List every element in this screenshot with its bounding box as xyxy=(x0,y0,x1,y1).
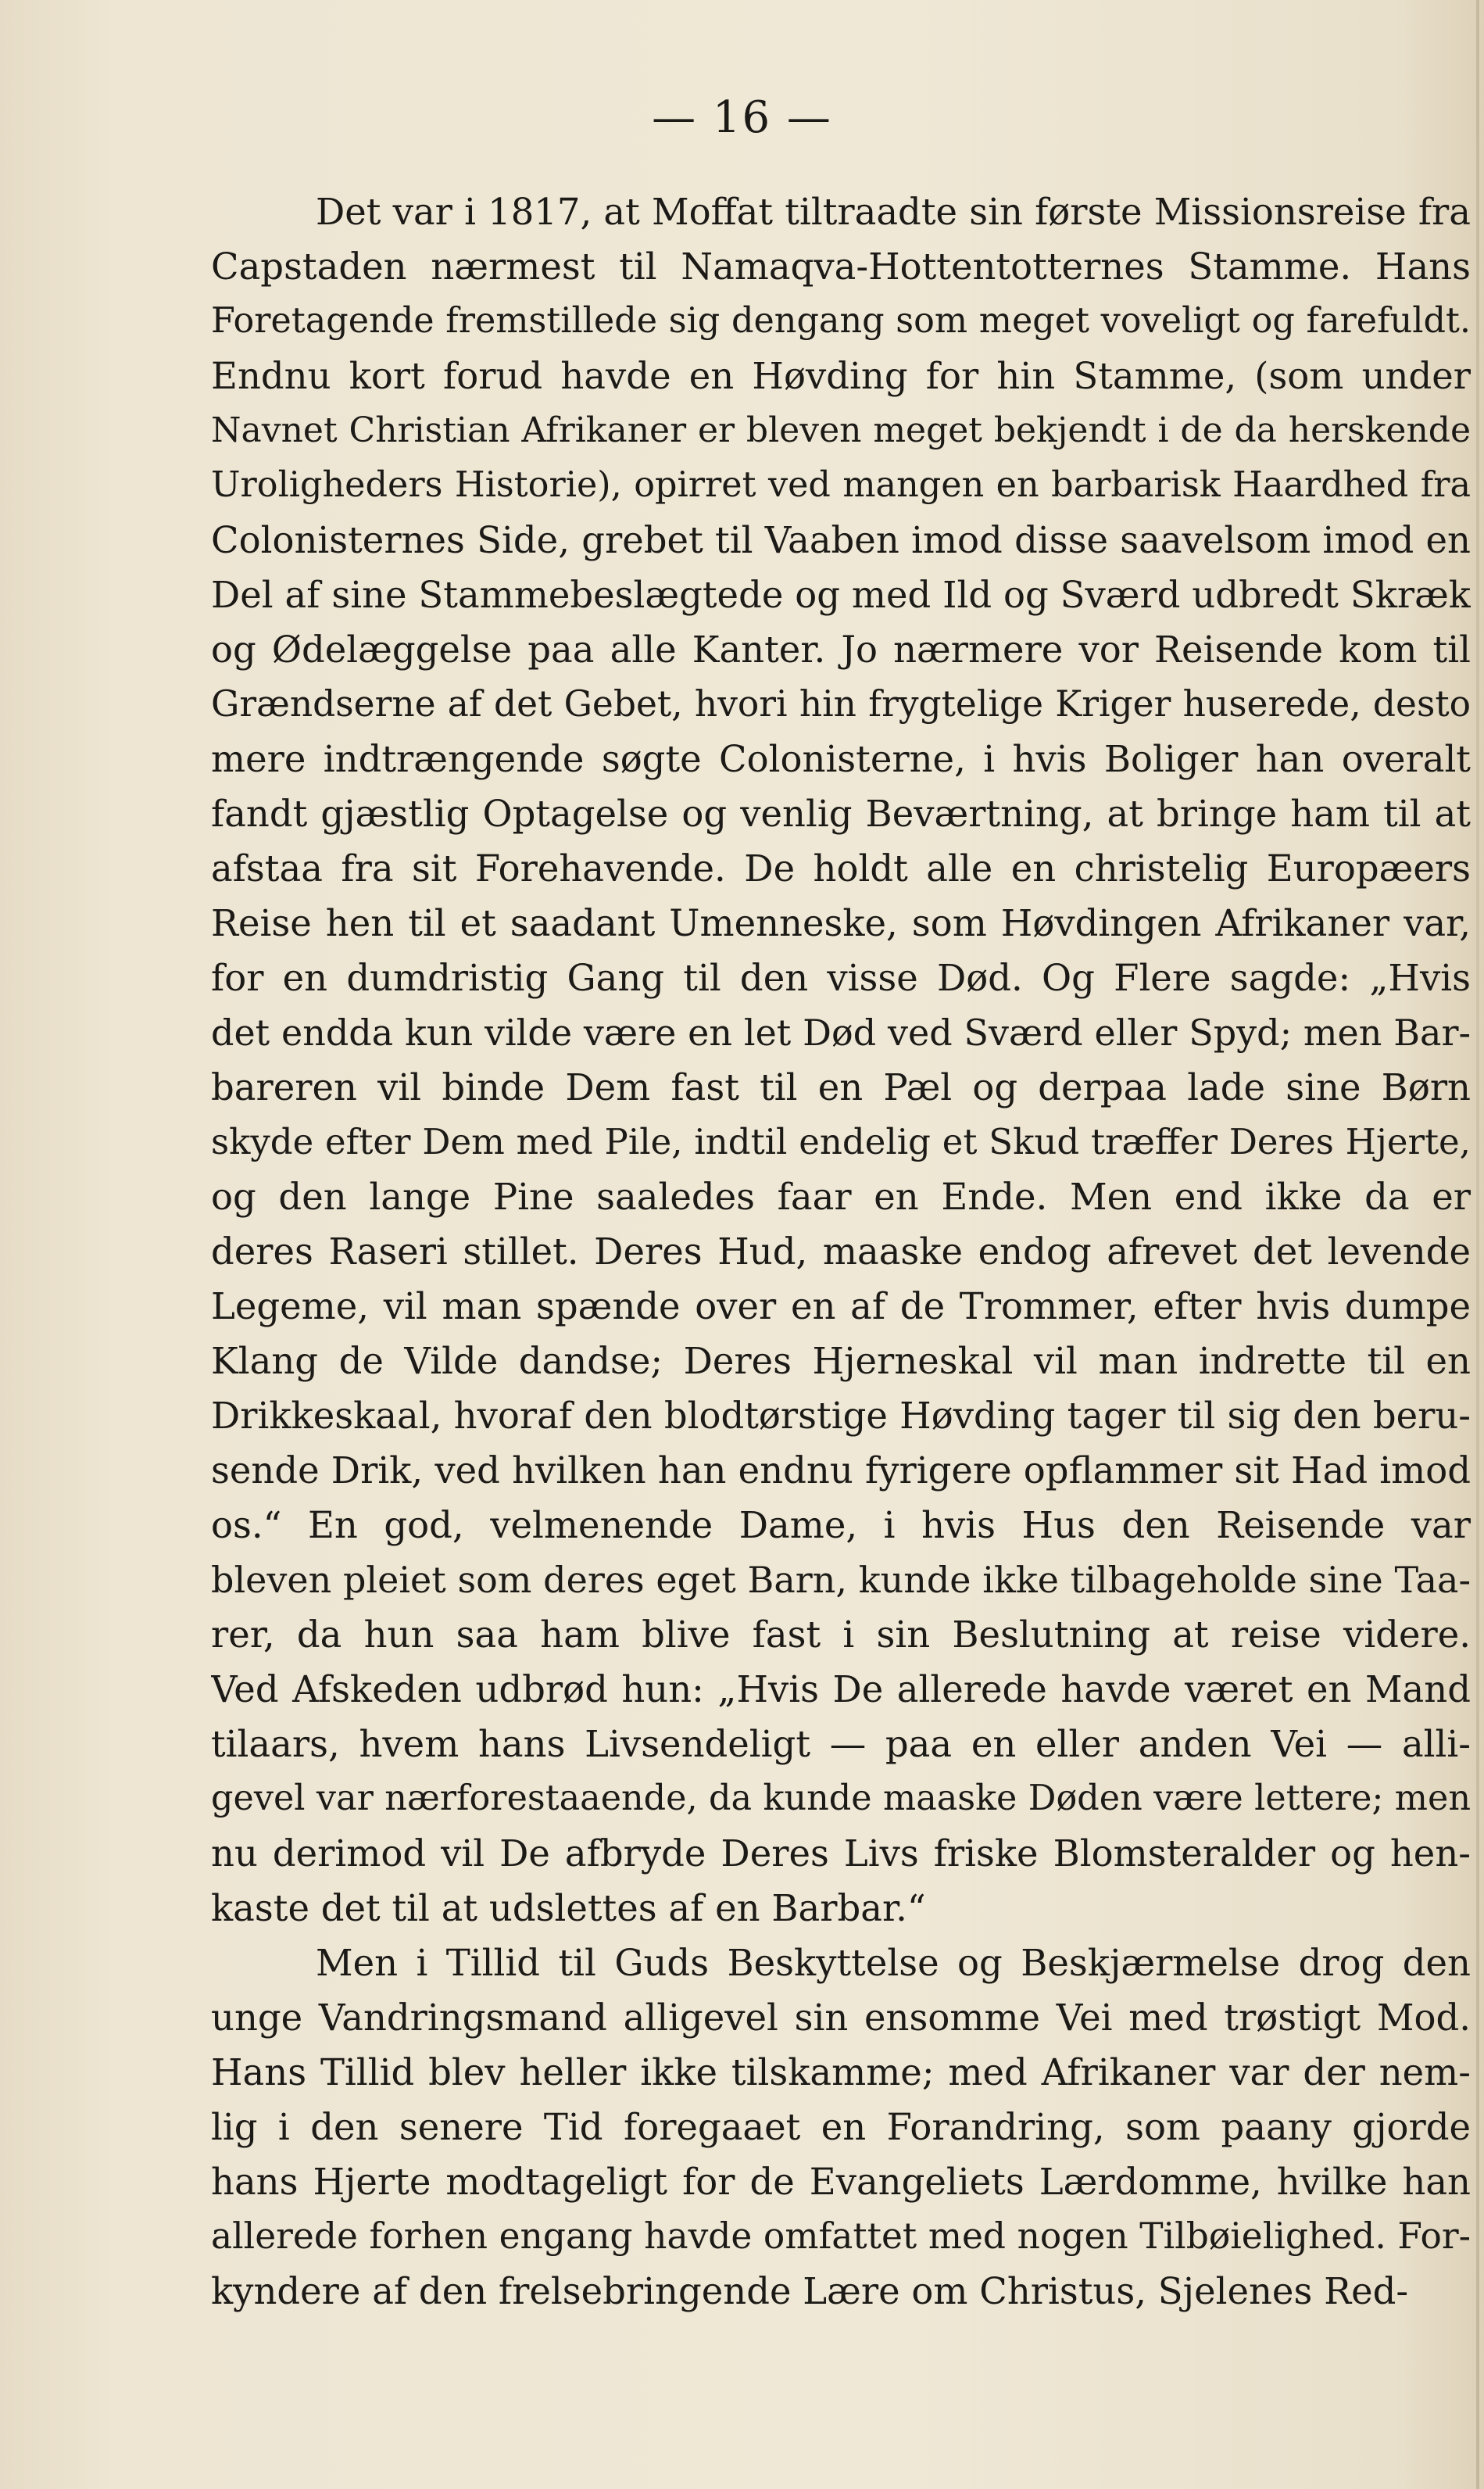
text-line: unge Vandringsmand alligevel sin ensomme Vei med trøstigt Mod. xyxy=(211,1997,1471,2039)
page-number: — 16 — xyxy=(652,92,832,143)
text-line: Del af sine Stammebeslægtede og med Ild og Sværd udbredt Skræk xyxy=(211,574,1471,616)
text-line: tilaars, hvem hans Livsendeligt — paa en eller anden Vei — alli- xyxy=(211,1723,1471,1765)
text-line: fandt gjæstlig Optagelse og venlig Beværtning, at bringe ham til at xyxy=(211,793,1471,835)
text-line: allerede forhen engang havde omfattet med nogen Tilbøielighed. For- xyxy=(211,2215,1471,2257)
text-line: for en dumdristig Gang til den visse Død. Og Flere sagde: „Hvis xyxy=(211,957,1471,999)
text-line: os.“ En god, velmenende Dame, i hvis Hus den Reisende var xyxy=(211,1504,1471,1546)
text-line: Reise hen til et saadant Umenneske, som Høvdingen Afrikaner var, xyxy=(211,902,1471,944)
text-line: deres Raseri stillet. Deres Hud, maaske endog afrevet det levende xyxy=(211,1230,1471,1273)
text-line: Grændserne af det Gebet, hvori hin frygtelige Kriger huserede, desto xyxy=(211,683,1471,725)
text-line: kyndere af den frelsebringende Lære om Christus, Sjelenes Red- xyxy=(211,2270,1409,2312)
body-text xyxy=(211,184,1471,2319)
text-line: lig i den senere Tid foregaaet en Forandring, som paany gjorde xyxy=(211,2106,1471,2148)
text-line: Men i Tillid til Guds Beskyttelse og Beskjærmelse drog den xyxy=(316,1942,1471,1984)
text-line: hans Hjerte modtageligt for de Evangeliets Lærdomme, hvilke han xyxy=(211,2161,1471,2203)
text-line: og den lange Pine saaledes faar en Ende. Men end ikke da er xyxy=(211,1176,1471,1218)
text-line: bareren vil binde Dem fast til en Pæl og derpaa lade sine Børn xyxy=(211,1066,1471,1108)
text-line: Foretagende fremstillede sig dengang som meget voveligt og farefuldt. xyxy=(211,301,1471,341)
text-line: Endnu kort forud havde en Høvding for hin Stamme, (som under xyxy=(211,355,1471,397)
text-line: Navnet Christian Afrikaner er bleven meget bekjendt i de da herskende xyxy=(211,410,1471,450)
page-edge xyxy=(1476,0,1479,2489)
text-line: det endda kun vilde være en let Død ved Sværd eller Spyd; men Bar- xyxy=(211,1012,1471,1054)
text-line: mere indtrængende søgte Colonisterne, i hvis Boliger han overalt xyxy=(211,738,1471,780)
paragraph xyxy=(211,184,1471,1936)
text-line: Drikkeskaal, hvoraf den blodtørstige Høvding tager til sig den beru- xyxy=(211,1395,1471,1437)
text-line: Legeme, vil man spænde over en af de Trommer, efter hvis dumpe xyxy=(211,1285,1471,1327)
text-line: Colonisternes Side, grebet til Vaaben imod disse saavelsom imod en xyxy=(211,519,1471,561)
text-line: Uroligheders Historie), opirret ved mangen en barbarisk Haardhed fra xyxy=(211,465,1471,505)
text-line: afstaa fra sit Forehavende. De holdt alle en christelig Europæers xyxy=(211,847,1471,890)
text-line: Capstaden nærmest til Namaqva-Hottentotternes Stamme. Hans xyxy=(211,245,1471,288)
text-line: Ved Afskeden udbrød hun: „Hvis De allerede havde været en Mand xyxy=(211,1668,1471,1710)
text-line: og Ødelæggelse paa alle Kanter. Jo nærmere vor Reisende kom til xyxy=(211,629,1471,671)
text-line: kaste det til at udslettes af en Barbar.“ xyxy=(211,1887,926,1929)
text-line: skyde efter Dem med Pile, indtil endelig et Skud træffer Deres Hjerte, xyxy=(211,1121,1471,1162)
paragraph xyxy=(211,1936,1471,2319)
text-line: bleven pleiet som deres eget Barn, kunde ikke tilbageholde sine Taa- xyxy=(211,1559,1471,1601)
text-line: gevel var nærforestaaende, da kunde maaske Døden være lettere; men xyxy=(211,1778,1471,1818)
text-line: sende Drik, ved hvilken han endnu fyrigere opflammer sit Had imod xyxy=(211,1449,1471,1492)
text-line: Hans Tillid blev heller ikke tilskamme; med Afrikaner var der nem- xyxy=(211,2051,1471,2093)
text-line: Det var i 1817, at Moffat tiltraadte sin første Missionsreise fra xyxy=(316,191,1471,233)
text-line: nu derimod vil De afbryde Deres Livs friske Blomsteralder og hen- xyxy=(211,1832,1471,1875)
text-line: rer, da hun saa ham blive fast i sin Beslutning at reise videre. xyxy=(211,1613,1471,1656)
text-line: Klang de Vilde dandse; Deres Hjerneskal vil man indrette til en xyxy=(211,1340,1471,1382)
